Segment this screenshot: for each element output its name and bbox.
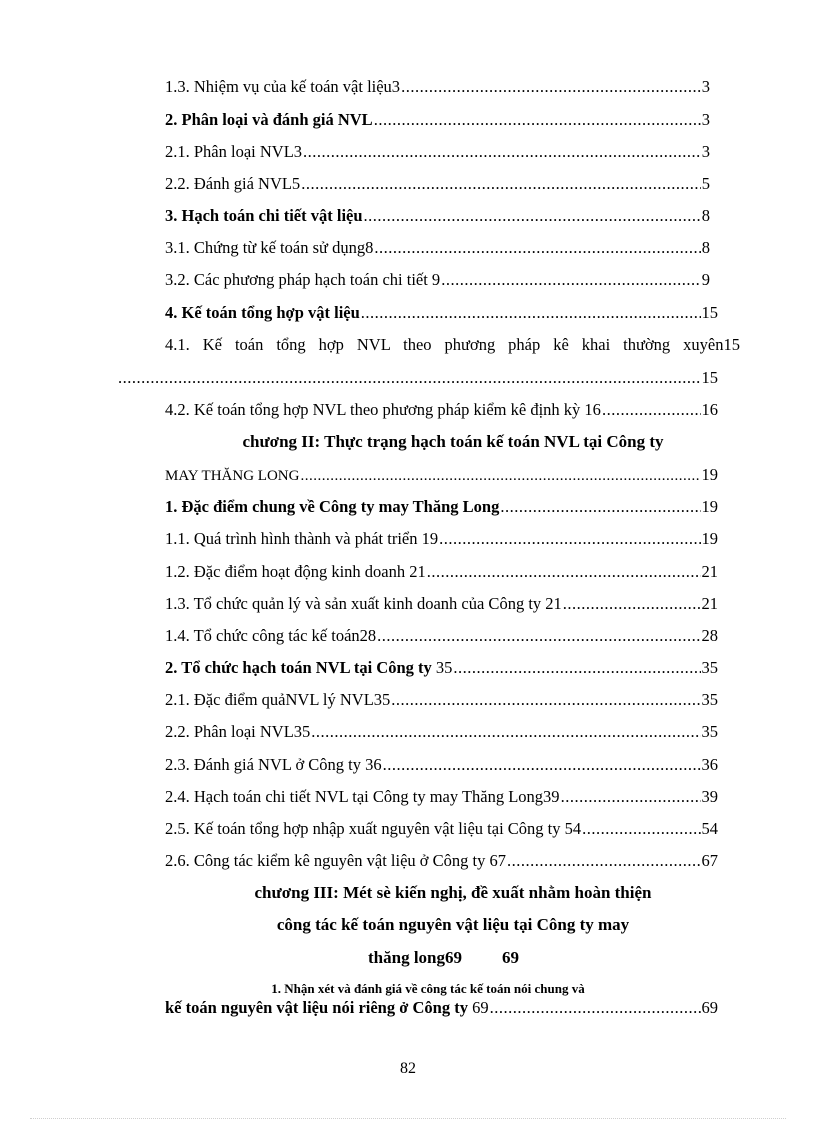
- chapter-heading: chương III: Mét sè kiến nghị, đề xuất nhằm hoàn thiện: [254, 883, 652, 902]
- toc-entry-text[interactable]: 4.1. Kế toán tổng hợp NVL theo phương pháp kê khai thường xuyên15: [165, 335, 740, 354]
- toc-entry[interactable]: 3.1. Chứng từ kế toán sử dụng8 ..... 8: [165, 237, 710, 259]
- chapter-heading: công tác kế toán nguyên vật liệu tại Công ty may: [276, 915, 630, 934]
- toc-entry[interactable]: 1. Đặc điểm chung về Công ty may Thăng Long ..... 19: [165, 496, 718, 518]
- toc-entry[interactable]: 2.2. Phân loại NVL35 ..... 35: [165, 721, 718, 743]
- toc-entry[interactable]: 1.2. Đặc điểm hoạt động kinh doanh 21 ..... 21: [165, 561, 718, 583]
- toc-entry[interactable]: 2.6. Công tác kiểm kê nguyên vật liệu ở Công ty 67 ..... 67: [165, 850, 718, 872]
- toc-entry[interactable]: 2.3. Đánh giá NVL ở Công ty 36 ..... 36: [165, 754, 718, 776]
- toc-entry[interactable]: 1.4. Tổ chức công tác kế toán28 ..... 28: [165, 625, 718, 647]
- toc-entry[interactable]: 4. Kế toán tổng hợp vật liệu ..... 15: [165, 302, 718, 324]
- toc-entry[interactable]: 2.5. Kế toán tổng hợp nhập xuất nguyên vật liệu tại Công ty 54 ..... 54: [165, 818, 718, 840]
- chapter-heading: chương II: Thực trạng hạch toán kế toán NVL tại Công ty: [242, 432, 664, 451]
- toc-entry[interactable]: 1.1. Quá trình hình thành và phát triển 19 ..... 19: [165, 528, 718, 550]
- toc-entry[interactable]: kế toán nguyên vật liệu nói riêng ở Công ty 69 ..... 69: [165, 997, 718, 1019]
- toc-entry-continuation[interactable]: ..... 15: [118, 367, 718, 389]
- page-number: 82: [400, 1060, 416, 1077]
- page-bottom-divider: [30, 1118, 786, 1119]
- toc-entry[interactable]: 3.2. Các phương pháp hạch toán chi tiết 9 ..... 9: [165, 269, 710, 291]
- toc-entry[interactable]: 2. Tổ chức hạch toán NVL tại Công ty 35 ..... 35: [165, 657, 718, 679]
- toc-entry[interactable]: 2.2. Đánh giá NVL5 ..... 5: [165, 173, 710, 195]
- chapter-heading: thăng long69 69: [368, 948, 519, 967]
- toc-entry[interactable]: 2.1. Đặc điểm quảNVL lý NVL35 ..... 35: [165, 689, 718, 711]
- toc-entry[interactable]: 4.2. Kế toán tổng hợp NVL theo phương pháp kiểm kê định kỳ 16 ..... 16: [165, 399, 718, 421]
- toc-entry[interactable]: 2. Phân loại và đánh giá NVL ..... 3: [165, 109, 710, 131]
- toc-entry[interactable]: 2.4. Hạch toán chi tiết NVL tại Công ty may Thăng Long39 ..... 39: [165, 786, 718, 808]
- toc-entry[interactable]: 1.3. Tổ chức quản lý và sản xuất kinh doanh của Công ty 21 ..... 21: [165, 593, 718, 615]
- toc-entry[interactable]: MAY THĂNG LONG ..... 19: [165, 464, 718, 487]
- toc-entry[interactable]: 3. Hạch toán chi tiết vật liệu ..... 8: [165, 205, 710, 227]
- toc-entry-text[interactable]: 1. Nhận xét và đánh giá về công tác kế toán nói chung và: [271, 981, 585, 996]
- toc-entry[interactable]: 2.1. Phân loại NVL3 ..... 3: [165, 141, 710, 163]
- toc-entry[interactable]: 1.3. Nhiệm vụ của kế toán vật liệu3 ..... 3: [165, 76, 710, 98]
